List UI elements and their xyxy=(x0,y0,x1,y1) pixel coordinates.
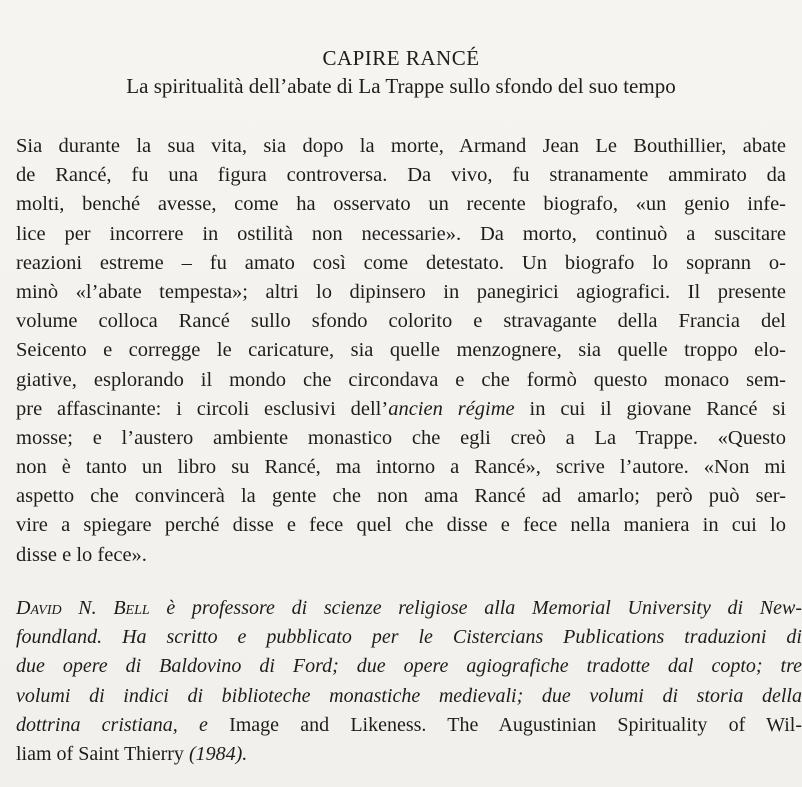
blurb-line: non è tanto un libro su Rancé, ma intorno a Rancé», scrive l’autore. «Non mi xyxy=(16,456,786,479)
book-subtitle: La spiritualità dell’abate di La Trappe sullo sfondo del suo tempo xyxy=(126,74,676,98)
bio-line: volumi di indici di biblioteche monastiche medievali; due volumi di storia della xyxy=(16,684,802,707)
blurb-paragraph xyxy=(16,132,786,570)
italic-term: ancien régime xyxy=(388,397,515,420)
blurb-line: disse e lo fece». xyxy=(16,543,147,566)
bio-line xyxy=(16,740,802,769)
blurb-line: Seicento e corregge le caricature, sia quelle menzognere, sia quelle troppo elo- xyxy=(16,339,786,362)
book-work-title: Image and Likeness. The Augustinian Spirituality of Wil- xyxy=(229,713,802,736)
blurb-line: aspetto che convincerà la gente che non ama Rancé ad amarlo; però può ser- xyxy=(16,485,786,508)
blurb-line: reazioni estreme – fu amato così come detestato. Un biografo lo soprann o- xyxy=(16,251,786,274)
bio-text: è professore di scienze religiose alla Memorial University di New- xyxy=(149,597,802,619)
blurb-line: lice per incorrere in ostilità non necessarie». Da morto, continuò a suscitare xyxy=(16,222,786,245)
author-bio xyxy=(16,594,802,769)
blurb-line: vire a spiegare perché disse e fece quel che disse e fece nella maniera in cui lo xyxy=(16,514,786,537)
bio-line xyxy=(16,594,802,623)
blurb-line: minò «l’abate tempesta»; altri lo dipinsero in panegirici agiografici. Il presente xyxy=(16,280,786,303)
blurb-line: de Rancé, fu una figura controversa. Da vivo, fu stranamente ammirato da xyxy=(16,164,786,187)
blurb-line: volume colloca Rancé sullo sfondo colorito e stravagante della Francia del xyxy=(16,310,786,333)
blurb-line: mosse; e l’austero ambiente monastico che egli creò a La Trappe. «Questo xyxy=(16,426,786,449)
book-title: CAPIRE RANCÉ xyxy=(322,46,480,70)
book-work-title: liam of Saint Thierry xyxy=(16,742,189,765)
bio-text: dottrina cristiana, e xyxy=(16,713,230,736)
bio-line xyxy=(16,711,802,740)
blurb-line: giative, esplorando il mondo che circondava e che formò questo monaco sem- xyxy=(16,368,786,391)
blurb-line: molti, benché avesse, come ha osservato un recente biografo, «un genio infe- xyxy=(16,193,786,216)
blurb-text: in cui il giovane Rancé si xyxy=(514,397,786,420)
bio-line: due opere di Baldovino di Ford; due opere agiografiche tradotte dal copto; tre xyxy=(16,655,802,678)
bio-line: foundland. Ha scritto e pubblicato per le Cistercians Publications traduzioni di xyxy=(16,626,802,649)
blurb-text: pre affascinante: i circoli esclusivi dell’ xyxy=(16,397,389,420)
bio-text: (1984). xyxy=(188,742,248,765)
author-name: David N. Bell xyxy=(16,597,150,619)
blurb-line: Sia durante la sua vita, sia dopo la morte, Armand Jean Le Bouthillier, abate xyxy=(16,135,786,157)
blurb-line-ancien-regime xyxy=(16,395,786,424)
